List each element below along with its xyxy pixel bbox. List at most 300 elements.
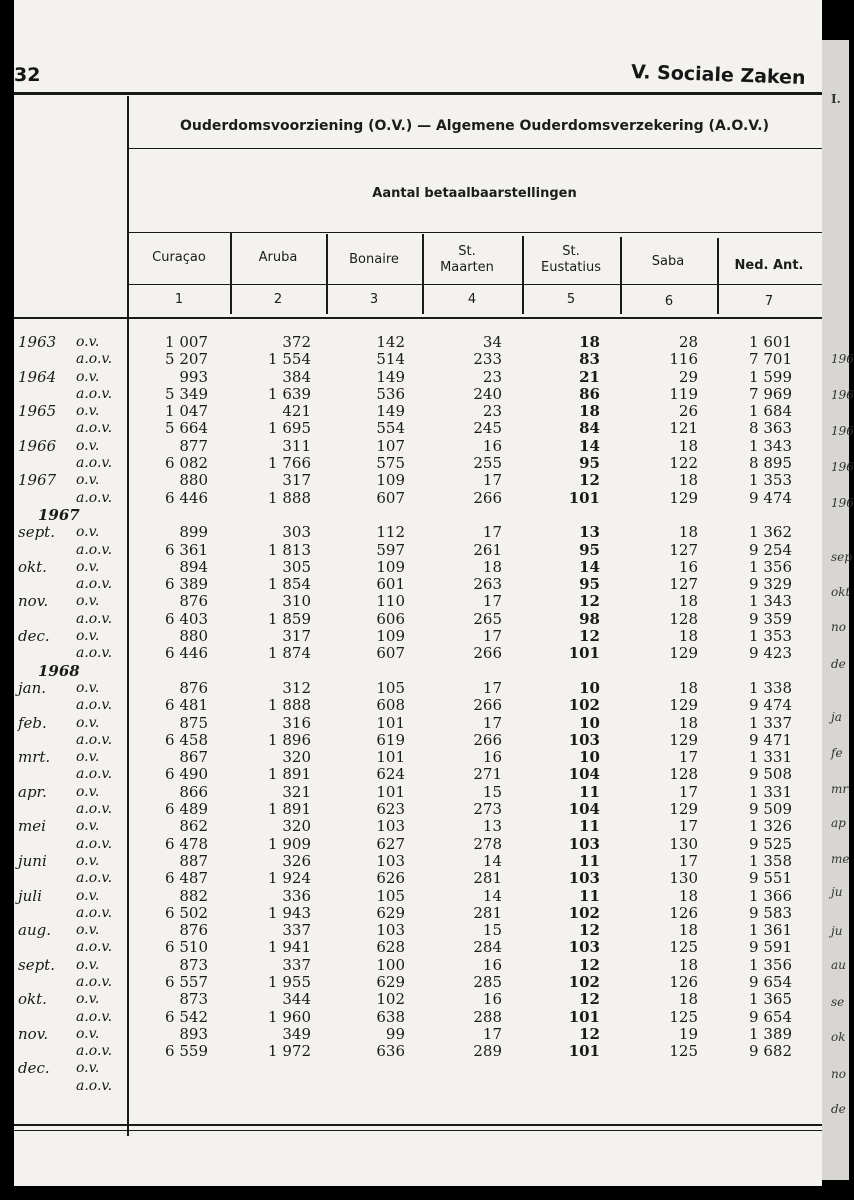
cell-value: 23 bbox=[482, 367, 502, 386]
cell-value: 13 bbox=[579, 523, 600, 542]
cell-value: 16 bbox=[482, 990, 502, 1009]
cell-value: 116 bbox=[669, 350, 698, 369]
cell-value: 626 bbox=[376, 869, 405, 888]
cell-value: 263 bbox=[473, 575, 502, 594]
cell-value: 125 bbox=[669, 938, 698, 957]
cell-value: 862 bbox=[179, 817, 208, 836]
cell-value: 9 509 bbox=[749, 800, 792, 819]
row-type: o.v. bbox=[76, 922, 100, 939]
cell-value: 17 bbox=[482, 523, 502, 542]
row-label: 1967 bbox=[38, 505, 80, 524]
row-type: o.v. bbox=[76, 1060, 100, 1077]
cell-value: 18 bbox=[678, 523, 698, 542]
cell-value: 17 bbox=[482, 1024, 502, 1043]
cell-value: 130 bbox=[669, 869, 698, 888]
cell-value: 28 bbox=[678, 333, 698, 351]
row-type: a.o.v. bbox=[76, 385, 113, 402]
col-number: 4 bbox=[467, 292, 477, 307]
table-title: Ouderdomsvoorziening (O.V.) — Algemene Ouderdomsverzekering (A.O.V.) bbox=[179, 118, 770, 134]
cell-value: 103 bbox=[568, 834, 600, 853]
cell-value: 1 353 bbox=[749, 627, 792, 646]
cell-value: 9 583 bbox=[749, 903, 792, 922]
adjacent-page-label: sep bbox=[831, 550, 852, 564]
cell-value: 100 bbox=[376, 955, 405, 974]
cell-value: 305 bbox=[282, 557, 311, 576]
cell-value: 18 bbox=[678, 713, 698, 732]
cell-value: 1 909 bbox=[268, 834, 311, 853]
cell-value: 12 bbox=[579, 921, 600, 940]
table-row bbox=[14, 542, 822, 559]
row-type: o.v. bbox=[76, 524, 100, 541]
cell-value: 6 478 bbox=[165, 834, 208, 853]
cell-value: 104 bbox=[568, 800, 600, 819]
table-row bbox=[14, 974, 822, 991]
row-label: 1965 bbox=[18, 402, 57, 421]
cell-value: 6 510 bbox=[165, 938, 208, 957]
row-label: feb. bbox=[18, 713, 47, 732]
cell-value: 1 343 bbox=[749, 436, 792, 455]
cell-value: 105 bbox=[376, 886, 405, 905]
table-row bbox=[14, 749, 822, 766]
adjacent-page-label: de bbox=[831, 1102, 846, 1116]
cell-value: 1 361 bbox=[749, 921, 792, 940]
cell-value: 261 bbox=[473, 540, 502, 559]
cell-value: 320 bbox=[282, 748, 311, 767]
cell-value: 607 bbox=[376, 644, 405, 663]
page-number: 32 bbox=[14, 64, 41, 86]
cell-value: 993 bbox=[179, 367, 208, 386]
cell-value: 311 bbox=[282, 436, 311, 455]
row-type: o.v. bbox=[76, 368, 100, 385]
cell-value: 16 bbox=[482, 748, 502, 767]
cell-value: 638 bbox=[376, 1007, 405, 1026]
table-row bbox=[14, 732, 822, 749]
col-header-aruba: Aruba bbox=[258, 250, 298, 265]
cell-value: 866 bbox=[179, 782, 208, 801]
cell-value: 1 896 bbox=[268, 730, 311, 749]
adjacent-page-label: fe bbox=[831, 746, 843, 760]
row-type: o.v. bbox=[76, 403, 100, 420]
row-type: o.v. bbox=[76, 437, 100, 454]
row-label: nov. bbox=[18, 1024, 49, 1043]
table-row bbox=[14, 957, 822, 974]
table-row bbox=[14, 697, 822, 714]
cell-value: 899 bbox=[179, 523, 208, 542]
cell-value: 266 bbox=[473, 644, 502, 663]
col-header-curacao: Curaçao bbox=[152, 250, 206, 265]
cell-value: 1 955 bbox=[268, 972, 311, 991]
adjacent-page-label: ok bbox=[831, 1030, 846, 1044]
table-row bbox=[14, 801, 822, 818]
table-row bbox=[14, 1009, 822, 1026]
table-row bbox=[14, 1026, 822, 1043]
cell-value: 5 349 bbox=[165, 384, 208, 403]
cell-value: 1 891 bbox=[268, 765, 311, 784]
adjacent-page-label: 196 bbox=[831, 352, 854, 366]
cell-value: 101 bbox=[376, 748, 405, 767]
table-row bbox=[14, 386, 822, 403]
cell-value: 266 bbox=[473, 730, 502, 749]
adjacent-page-label: se bbox=[831, 995, 845, 1009]
title-rule bbox=[127, 148, 822, 149]
table-row bbox=[14, 784, 822, 801]
adjacent-page-label: 196 bbox=[831, 388, 854, 402]
cell-value: 17 bbox=[482, 592, 502, 611]
row-label: dec. bbox=[18, 1059, 50, 1078]
cell-value: 14 bbox=[579, 557, 600, 576]
table-row bbox=[14, 766, 822, 783]
cell-value: 9 423 bbox=[749, 644, 792, 663]
col-number: 1 bbox=[174, 292, 184, 307]
cell-value: 1 941 bbox=[268, 938, 311, 957]
cell-value: 1 356 bbox=[749, 557, 792, 576]
cell-value: 149 bbox=[376, 402, 405, 421]
cell-value: 34 bbox=[482, 333, 502, 351]
cell-value: 130 bbox=[669, 834, 698, 853]
cell-value: 575 bbox=[376, 454, 405, 473]
table-row bbox=[14, 680, 822, 697]
cell-value: 125 bbox=[669, 1007, 698, 1026]
adjacent-page-label: ja bbox=[831, 710, 842, 724]
row-label: aug. bbox=[18, 921, 51, 940]
cell-value: 6 487 bbox=[165, 869, 208, 888]
cell-value: 101 bbox=[568, 1007, 600, 1026]
cell-value: 9 525 bbox=[749, 834, 792, 853]
cell-value: 83 bbox=[579, 350, 600, 369]
cell-value: 623 bbox=[376, 800, 405, 819]
row-label: mrt. bbox=[18, 748, 51, 767]
row-type: a.o.v. bbox=[76, 973, 113, 990]
cell-value: 6 403 bbox=[165, 609, 208, 628]
adjacent-page-label: no bbox=[831, 1067, 846, 1081]
row-label: okt. bbox=[18, 557, 47, 576]
cell-value: 1 891 bbox=[268, 800, 311, 819]
cell-value: 149 bbox=[376, 367, 405, 386]
cell-value: 606 bbox=[376, 609, 405, 628]
row-type: a.o.v. bbox=[76, 697, 113, 714]
cell-value: 876 bbox=[179, 921, 208, 940]
table-row bbox=[14, 715, 822, 732]
cell-value: 14 bbox=[482, 851, 502, 870]
table-row bbox=[14, 991, 822, 1008]
cell-value: 1 766 bbox=[268, 454, 311, 473]
cell-value: 9 471 bbox=[749, 730, 792, 749]
row-type: o.v. bbox=[76, 714, 100, 731]
header-rule bbox=[127, 284, 822, 285]
cell-value: 310 bbox=[282, 592, 311, 611]
row-type: a.o.v. bbox=[76, 766, 113, 783]
row-type: a.o.v. bbox=[76, 541, 113, 558]
col-number: 5 bbox=[566, 292, 576, 307]
row-type: a.o.v. bbox=[76, 939, 113, 956]
col-header-st-eustatius: St. Eustatius bbox=[540, 244, 601, 275]
row-type: o.v. bbox=[76, 956, 100, 973]
cell-value: 1 365 bbox=[749, 990, 792, 1009]
cell-value: 6 082 bbox=[165, 454, 208, 473]
cell-value: 125 bbox=[669, 1042, 698, 1061]
cell-value: 9 508 bbox=[749, 765, 792, 784]
cell-value: 1 972 bbox=[268, 1042, 311, 1061]
cell-value: 5 207 bbox=[165, 350, 208, 369]
cell-value: 289 bbox=[473, 1042, 502, 1061]
row-type: o.v. bbox=[76, 679, 100, 696]
cell-value: 129 bbox=[669, 696, 698, 715]
row-type: a.o.v. bbox=[76, 731, 113, 748]
cell-value: 337 bbox=[282, 955, 311, 974]
row-label: 1966 bbox=[18, 436, 57, 455]
cell-value: 127 bbox=[669, 540, 698, 559]
table-row bbox=[14, 351, 822, 368]
cell-value: 16 bbox=[482, 436, 502, 455]
adjacent-page-label: ap bbox=[831, 816, 846, 830]
cell-value: 142 bbox=[376, 333, 405, 351]
col-header-st-maarten: St. Maarten bbox=[440, 244, 494, 275]
cell-value: 421 bbox=[282, 402, 311, 421]
cell-value: 317 bbox=[282, 471, 311, 490]
cell-value: 18 bbox=[678, 436, 698, 455]
cell-value: 16 bbox=[482, 955, 502, 974]
row-type: a.o.v. bbox=[76, 351, 113, 368]
cell-value: 601 bbox=[376, 575, 405, 594]
row-type: a.o.v. bbox=[76, 610, 113, 627]
cell-value: 128 bbox=[669, 609, 698, 628]
cell-value: 1 943 bbox=[268, 903, 311, 922]
cell-value: 17 bbox=[482, 471, 502, 490]
table-row bbox=[14, 524, 822, 541]
cell-value: 128 bbox=[669, 765, 698, 784]
table-row bbox=[14, 1078, 822, 1095]
cell-value: 18 bbox=[678, 678, 698, 697]
cell-value: 278 bbox=[473, 834, 502, 853]
cell-value: 627 bbox=[376, 834, 405, 853]
cell-value: 266 bbox=[473, 488, 502, 507]
cell-value: 6 542 bbox=[165, 1007, 208, 1026]
cell-value: 103 bbox=[376, 921, 405, 940]
table-row bbox=[14, 593, 822, 610]
cell-value: 628 bbox=[376, 938, 405, 957]
cell-value: 1 362 bbox=[749, 523, 792, 542]
cell-value: 6 446 bbox=[165, 488, 208, 507]
cell-value: 6 559 bbox=[165, 1042, 208, 1061]
cell-value: 1 331 bbox=[749, 782, 792, 801]
cell-value: 12 bbox=[579, 990, 600, 1009]
cell-value: 9 359 bbox=[749, 609, 792, 628]
table-body bbox=[14, 334, 822, 1095]
cell-value: 17 bbox=[678, 782, 698, 801]
cell-value: 12 bbox=[579, 471, 600, 490]
row-type: a.o.v. bbox=[76, 801, 113, 818]
cell-value: 9 654 bbox=[749, 972, 792, 991]
cell-value: 6 490 bbox=[165, 765, 208, 784]
row-type: o.v. bbox=[76, 558, 100, 575]
cell-value: 112 bbox=[376, 523, 405, 542]
adjacent-page-label: de bbox=[831, 657, 846, 671]
cell-value: 6 361 bbox=[165, 540, 208, 559]
cell-value: 349 bbox=[282, 1024, 311, 1043]
body-top-rule bbox=[14, 317, 822, 319]
cell-value: 608 bbox=[376, 696, 405, 715]
cell-value: 10 bbox=[579, 678, 600, 697]
adjacent-page-mark: I. bbox=[831, 92, 841, 106]
row-label: 1964 bbox=[18, 367, 57, 386]
adjacent-page-label: 196 bbox=[831, 424, 854, 438]
cell-value: 6 489 bbox=[165, 800, 208, 819]
cell-value: 119 bbox=[669, 384, 698, 403]
cell-value: 882 bbox=[179, 886, 208, 905]
cell-value: 9 551 bbox=[749, 869, 792, 888]
row-type: a.o.v. bbox=[76, 1077, 113, 1094]
cell-value: 233 bbox=[473, 350, 502, 369]
cell-value: 11 bbox=[579, 851, 600, 870]
cell-value: 12 bbox=[579, 955, 600, 974]
cell-value: 126 bbox=[669, 903, 698, 922]
cell-value: 240 bbox=[473, 384, 502, 403]
cell-value: 876 bbox=[179, 678, 208, 697]
cell-value: 15 bbox=[482, 782, 502, 801]
row-type: o.v. bbox=[76, 1025, 100, 1042]
cell-value: 1 358 bbox=[749, 851, 792, 870]
cell-value: 8 895 bbox=[749, 454, 792, 473]
row-label: 1968 bbox=[38, 661, 80, 680]
cell-value: 1 338 bbox=[749, 678, 792, 697]
cell-value: 12 bbox=[579, 592, 600, 611]
cell-value: 6 446 bbox=[165, 644, 208, 663]
row-type: a.o.v. bbox=[76, 1008, 113, 1025]
col-number: 2 bbox=[273, 292, 283, 307]
cell-value: 107 bbox=[376, 436, 405, 455]
row-label: dec. bbox=[18, 627, 50, 646]
cell-value: 337 bbox=[282, 921, 311, 940]
cell-value: 6 557 bbox=[165, 972, 208, 991]
table-row bbox=[14, 490, 822, 507]
cell-value: 12 bbox=[579, 627, 600, 646]
cell-value: 18 bbox=[678, 592, 698, 611]
row-type: o.v. bbox=[76, 628, 100, 645]
adjacent-page-label: okt bbox=[831, 585, 851, 599]
cell-value: 1 337 bbox=[749, 713, 792, 732]
cell-value: 109 bbox=[376, 471, 405, 490]
cell-value: 1 813 bbox=[268, 540, 311, 559]
cell-value: 103 bbox=[376, 817, 405, 836]
cell-value: 19 bbox=[678, 1024, 698, 1043]
cell-value: 17 bbox=[482, 713, 502, 732]
cell-value: 109 bbox=[376, 557, 405, 576]
cell-value: 95 bbox=[579, 575, 600, 594]
row-type: a.o.v. bbox=[76, 645, 113, 662]
cell-value: 103 bbox=[376, 851, 405, 870]
cell-value: 109 bbox=[376, 627, 405, 646]
cell-value: 873 bbox=[179, 955, 208, 974]
row-label: sept. bbox=[18, 955, 55, 974]
cell-value: 1 859 bbox=[268, 609, 311, 628]
cell-value: 867 bbox=[179, 748, 208, 767]
cell-value: 876 bbox=[179, 592, 208, 611]
cell-value: 29 bbox=[678, 367, 698, 386]
cell-value: 10 bbox=[579, 748, 600, 767]
cell-value: 102 bbox=[568, 903, 600, 922]
cell-value: 894 bbox=[179, 557, 208, 576]
cell-value: 95 bbox=[579, 454, 600, 473]
cell-value: 6 502 bbox=[165, 903, 208, 922]
cell-value: 17 bbox=[678, 851, 698, 870]
table-row bbox=[14, 403, 822, 420]
cell-value: 12 bbox=[579, 1024, 600, 1043]
cell-value: 1 007 bbox=[165, 333, 208, 351]
cell-value: 1 343 bbox=[749, 592, 792, 611]
adjacent-page-edge bbox=[822, 40, 854, 1180]
table-row bbox=[14, 922, 822, 939]
adjacent-page-label: no bbox=[831, 620, 846, 634]
top-rule bbox=[14, 92, 822, 95]
col-header-saba: Saba bbox=[651, 254, 685, 269]
cell-value: 129 bbox=[669, 488, 698, 507]
cell-value: 636 bbox=[376, 1042, 405, 1061]
cell-value: 18 bbox=[678, 886, 698, 905]
row-type: o.v. bbox=[76, 749, 100, 766]
cell-value: 288 bbox=[473, 1007, 502, 1026]
table-row bbox=[14, 836, 822, 853]
col-number: 6 bbox=[664, 294, 674, 309]
table-row bbox=[14, 576, 822, 593]
cell-value: 285 bbox=[473, 972, 502, 991]
cell-value: 1 389 bbox=[749, 1024, 792, 1043]
cell-value: 11 bbox=[579, 886, 600, 905]
table-row bbox=[14, 870, 822, 887]
cell-value: 629 bbox=[376, 903, 405, 922]
cell-value: 10 bbox=[579, 713, 600, 732]
cell-value: 336 bbox=[282, 886, 311, 905]
cell-value: 26 bbox=[678, 402, 698, 421]
col-header-ned-ant: Ned. Ant. bbox=[734, 258, 804, 273]
cell-value: 18 bbox=[678, 471, 698, 490]
cell-value: 101 bbox=[568, 644, 600, 663]
table-row bbox=[14, 939, 822, 956]
cell-value: 17 bbox=[678, 748, 698, 767]
col-header-bonaire: Bonaire bbox=[349, 252, 399, 267]
cell-value: 1 960 bbox=[268, 1007, 311, 1026]
adjacent-page-label: ju bbox=[831, 885, 843, 899]
table-row bbox=[14, 1060, 822, 1077]
cell-value: 103 bbox=[568, 869, 600, 888]
cell-value: 321 bbox=[282, 782, 311, 801]
cell-value: 14 bbox=[482, 886, 502, 905]
cell-value: 11 bbox=[579, 817, 600, 836]
cell-value: 1 924 bbox=[268, 869, 311, 888]
cell-value: 13 bbox=[482, 817, 502, 836]
adjacent-page-label: 196 bbox=[831, 460, 854, 474]
cell-value: 16 bbox=[678, 557, 698, 576]
table-row bbox=[14, 628, 822, 645]
table-row bbox=[14, 645, 822, 662]
cell-value: 9 474 bbox=[749, 696, 792, 715]
table-row bbox=[14, 1043, 822, 1060]
cell-value: 624 bbox=[376, 765, 405, 784]
table-subtitle: Aantal betaalbaarstellingen bbox=[372, 186, 577, 201]
cell-value: 1 047 bbox=[165, 402, 208, 421]
cell-value: 104 bbox=[568, 765, 600, 784]
cell-value: 9 591 bbox=[749, 938, 792, 957]
cell-value: 102 bbox=[568, 696, 600, 715]
cell-value: 271 bbox=[473, 765, 502, 784]
cell-value: 21 bbox=[579, 367, 600, 386]
col-number: 7 bbox=[764, 294, 774, 309]
cell-value: 6 389 bbox=[165, 575, 208, 594]
cell-value: 18 bbox=[678, 627, 698, 646]
cell-value: 14 bbox=[579, 436, 600, 455]
cell-value: 17 bbox=[678, 817, 698, 836]
cell-value: 284 bbox=[473, 938, 502, 957]
cell-value: 873 bbox=[179, 990, 208, 1009]
